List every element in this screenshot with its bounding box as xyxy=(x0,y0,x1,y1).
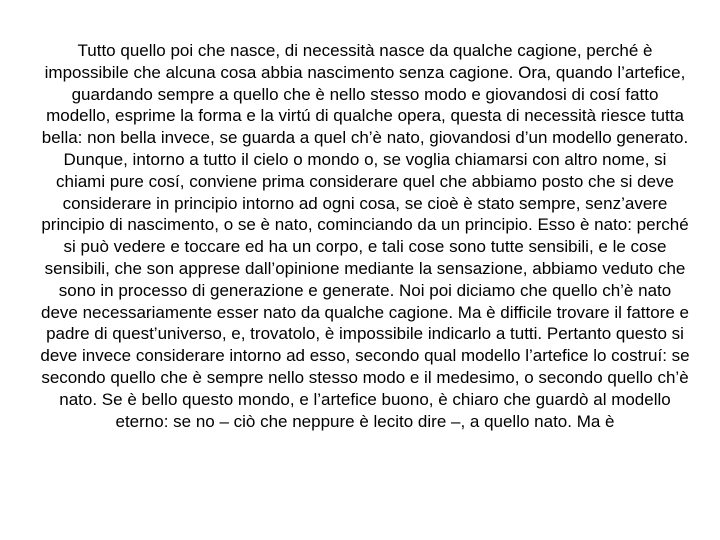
paragraph-2: Dunque, intorno a tutto il cielo o mondo o, se voglia chiamarsi con altro nome, si chiami pure cosí, conviene prima considerare quel che abbiamo posto che si deve considerare in principio intorno ad ogni cosa, se cioè è stato sempre, senz’avere principio di nascimento, o se è nato, cominciando da un principio. Esso è nato: perché si può vedere e toccare ed ha un corpo, e tali cose sono tutte sensibili, e le cose sensibili, che son apprese dall’opinione mediante la sensazione, abbiamo veduto che sono in processo di generazione e generate. Noi poi diciamo che quello ch’è nato deve necessariamente esser nato da qualche cagione. Ma è difficile trovare il fattore e padre di quest’universo, e, trovatolo, è impossibile indicarlo a tutti. Pertanto questo si deve invece considerare intorno ad esso, secondo qual modello l’artefice lo costruí: se secondo quello che è sempre nello stesso modo e il medesimo, o secondo quello ch’è nato. Se è bello questo mondo, e l’artefice buono, è chiaro che guardò al modello eterno: se no – ciò che neppure è lecito dire –, a quello nato. Ma è xyxy=(40,149,690,431)
body-text xyxy=(40,40,690,432)
paragraph-1: Tutto quello poi che nasce, di necessità nasce da qualche cagione, perché è impossibile che alcuna cosa abbia nascimento senza cagione. Ora, quando l’artefice, guardando sempre a quello che è nello stesso modo e giovandosi di cosí fatto modello, esprime la forma e la virtú di qualche opera, questa di necessità riesce tutta bella: non bella invece, se guarda a quel ch’è nato, giovandosi d’un modello generato. xyxy=(41,41,689,148)
